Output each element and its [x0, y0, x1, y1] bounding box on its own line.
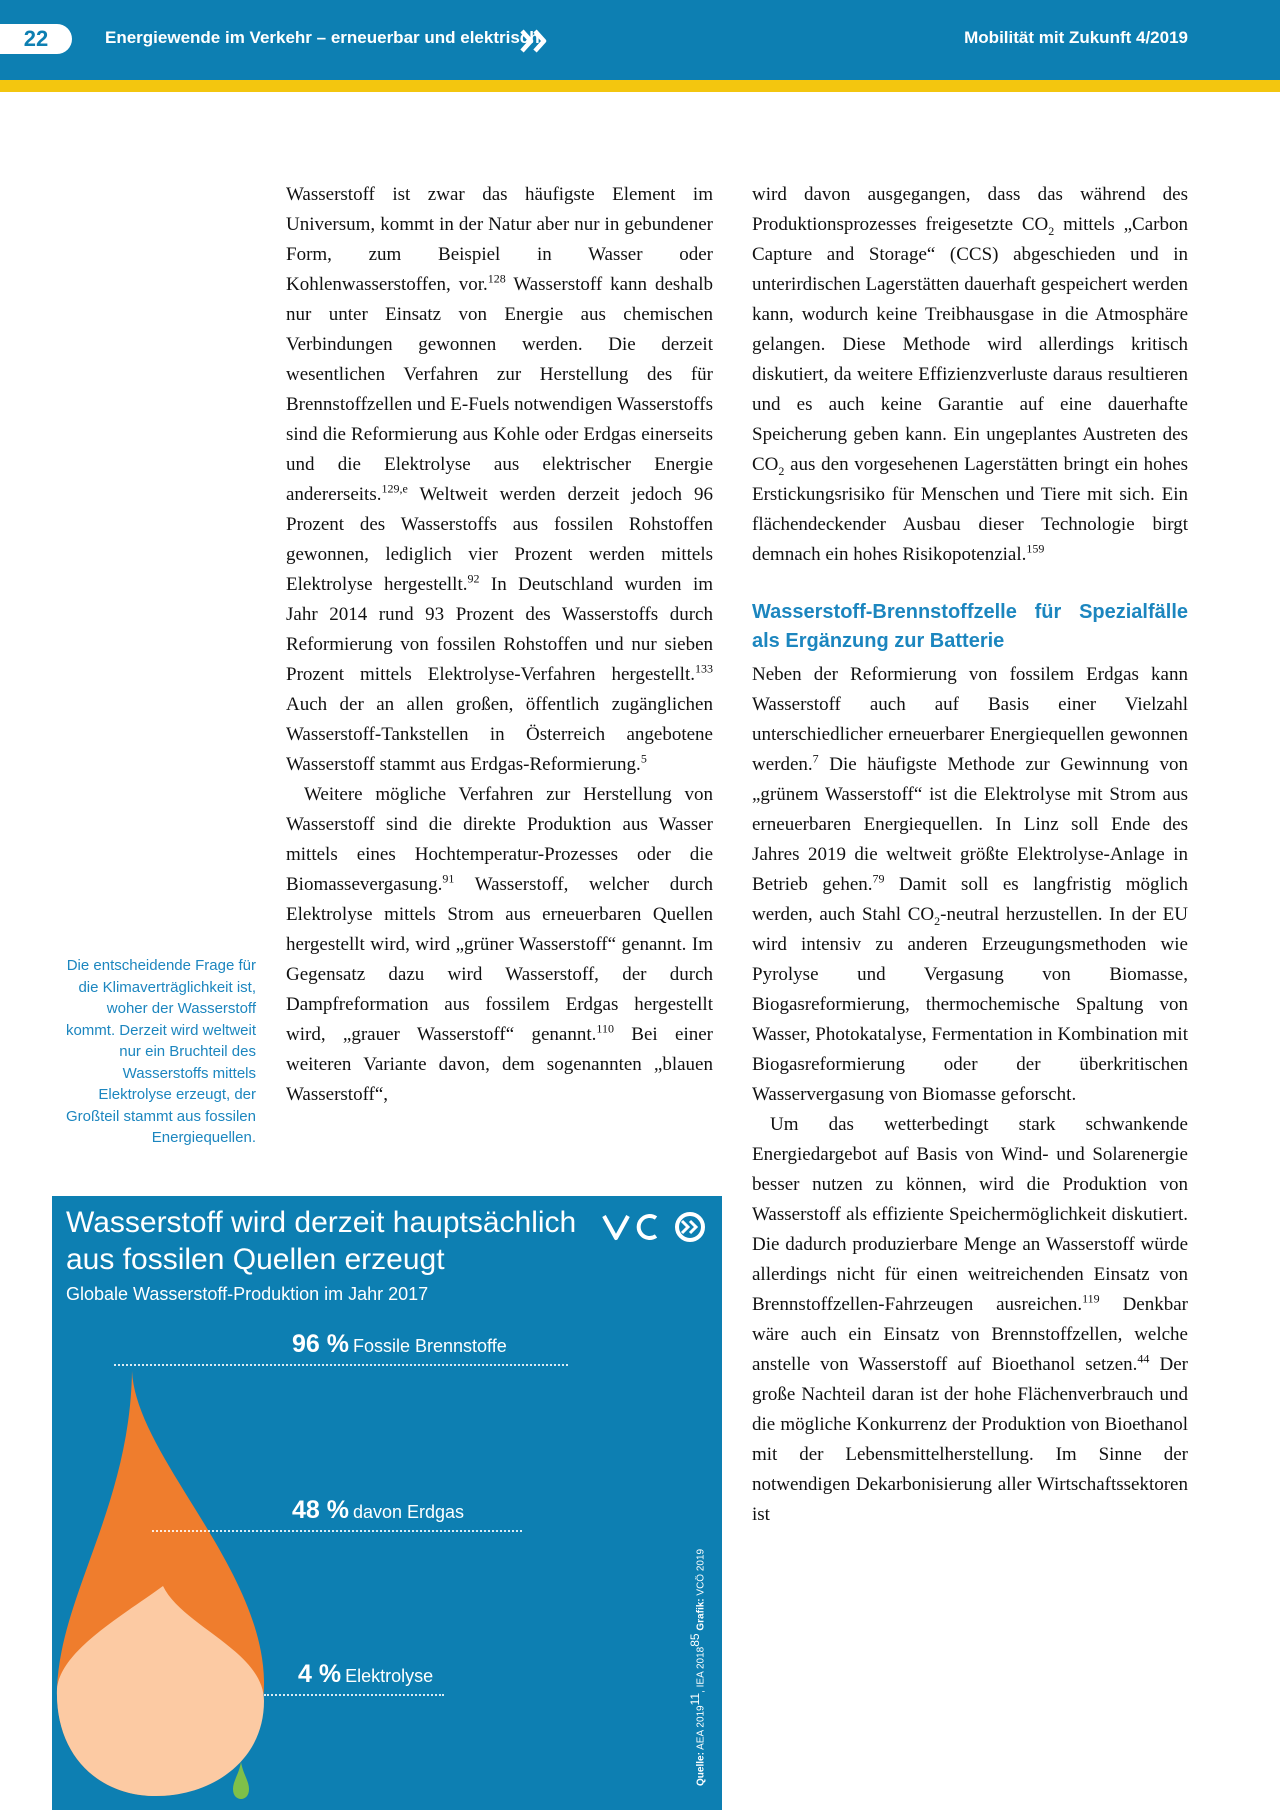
- infographic-subtitle: Globale Wasserstoff-Produktion im Jahr 2017: [66, 1284, 429, 1304]
- paragraph: Wasserstoff ist zwar das häufigste Element im Universum, kommt in der Natur aber nur in gebundener Form, zum Beispiel in Wasser oder Kohlenwasserstoffen, vor.$^{128}$ Wasserstoff kann deshalb nur unter Einsatz von Energie aus chemischen Verbindungen gewonnen werden. Die derzeit wesentlichen Verfahren zur Herstellung des für Brennstoffzellen und E-Fuels notwendigen Wasserstoffs sind die Reformierung aus Kohle oder Erdgas einerseits und die Elektrolyse aus elektrischer Energie andererseits.$^{129,e}$ Weltweit werden derzeit jedoch 96 Prozent des Wasserstoffs aus fossilen Rohstoffen gewonnen, lediglich vier Prozent werden mittels Elektrolyse hergestellt.$^{92}$ In Deutschland wurden im Jahr 2014 rund 93 Prozent des Wasserstoffs durch Reformierung von fossilen Rohstoffen und nur sieben Prozent mittels Elektrolyse-Verfahren hergestellt.$^{133}$ Auch der an allen großen, öffentlich zugänglichen Wasserstoff-Tankstellen in Österreich angebotene Wasserstoff stammt aus Erdgas-Reformierung.$^5$: [286, 184, 714, 775]
- publication-title: Mobilität mit Zukunft 4/2019: [964, 28, 1188, 47]
- article-column-middle: [286, 180, 713, 1110]
- header-stripe: [0, 80, 1280, 92]
- label-erdgas: 48 % davon Erdgas: [292, 1496, 465, 1524]
- paragraph: Weitere mögliche Verfahren zur Herstellung von Wasserstoff sind die direkte Produktion aus Wasser mittels eines Hochtemperatur-Prozesses oder die Biomassevergasung.$^{91}$ Wasserstoff, welcher durch Elektrolyse mittels Strom aus erneuerbaren Quellen hergestellt wird, wird „grüner Wasserstoff“ genannt. Im Gegensatz dazu wird Wasserstoff, der durch Dampfreformation aus fossilem Erdgas hergestellt wird, „grauer Wasserstoff“ genannt.$^{110}$ Bei einer weiteren Variante davon, dem sogenannten „blauen Wasserstoff“,: [286, 784, 713, 1105]
- leader-line-fossil: [114, 1364, 568, 1366]
- section-title: Energiewende im Verkehr – erneuerbar und elektrisch: [105, 28, 540, 47]
- paragraph: Neben der Reformierung von fossilem Erdgas kann Wasserstoff auch auf Basis einer Vielzahl unterschiedlicher erneuerbarer Energiequellen gewonnen werden.$^7$ Die häufigste Methode zur Gewinnung von „grünem Wasserstoff“ ist die Elektrolyse mit Strom aus erneuerbaren Energiequellen. In Linz soll Ende des Jahres 2019 die weltweit größte Elektrolyse-Anlage in Betrieb gehen.$^{79}$ Damit soll es langfristig möglich werden, auch Stahl $CO_2$-neutral herzustellen. In der EU wird intensiv zu anderen Erzeugungsmethoden wie Pyrolyse und Vergasung von Biomasse, Biogasreformierung, thermochemische Spaltung von Wasser, Photokatalyse, Fermentation in Kombination mit Biogasreformierung oder der überkritischen Wasservergasung von Biomasse geforscht.: [752, 664, 1188, 1105]
- article-column-right: [752, 180, 1188, 1530]
- label-elektrolyse: 4 % Elektrolyse: [298, 1660, 434, 1688]
- double-chevron-icon: [520, 28, 554, 54]
- flame-elektrolyse: [233, 1762, 249, 1799]
- paragraph: Um das wetterbedingt stark schwankende Energiedargebot auf Basis von Wind- und Solarenergie besser nutzen zu können, wird die Produktion von Wasserstoff als effiziente Speichermöglichkeit diskutiert. Die dadurch produzierbare Menge an Wasserstoff würde allerdings nicht für einen weitreichenden Einsatz von Brennstoffzellen-Fahrzeugen ausreichen.$^{119}$ Denkbar wäre auch ein Einsatz von Brennstoffzellen, welche anstelle von Wasserstoff auf Bioethanol setzen.$^{44}$ Der große Nachteil daran ist der hohe Flächenverbrauch und die mögliche Konkurrenz der Produktion von Bioethanol mit der Lebensmittelherstellung. Im Sinne der notwendigen Dekarbonisierung aller Wirtschaftssektoren ist: [752, 1114, 1189, 1525]
- infographic-title: Wasserstoff wird derzeit hauptsächlich aus fossilen Quellen erzeugt: [66, 1206, 577, 1276]
- paragraph: wird davon ausgegangen, dass das während des Produktionsprozesses freigesetzte $CO_2$ mittels „Carbon Capture and Storage“ (CCS) abgeschieden und in unterirdischen Lagerstätten dauerhaft gespeichert werden kann, wodurch keine Treibhausgase in die Atmosphäre gelangen. Diese Methode wird allerdings kritisch diskutiert, da weitere Effizienzverluste daraus resultieren und es auch keine Garantie auf eine dauerhafte Speicherung geben kann. Ein ungeplantes Austreten des $CO_2$ aus den vorgesehenen Lagerstätten bringt ein hohes Erstickungsrisiko für Menschen und Tiere mit sich. Ein flächendeckender Ausbau dieser Technologie birgt demnach ein hohes Risikopotenzial.$^{159}$: [752, 184, 1188, 565]
- source-credit: Quelle: AEA 201911, IEA 201885 Grafik: VCÖ 2019: [688, 1548, 707, 1786]
- leader-line-erdgas: [152, 1530, 522, 1532]
- leader-line-elektrolyse: [264, 1694, 444, 1696]
- side-note: Die entscheidende Frage für die Klimaverträglichkeit ist, woher der Wasserstoff kommt. Derzeit wird weltweit nur ein Bruchteil des Wasserstoffs mittels Elektrolyse erzeugt, der Großteil stammt aus fossilen Energiequellen.: [65, 957, 256, 1146]
- infographic: [52, 1196, 722, 1810]
- section-heading: Wasserstoff-Brennstoffzelle für Spezialfälle als Ergänzung zur Batterie: [752, 601, 1188, 652]
- label-fossil: 96 % Fossile Brennstoffe: [292, 1330, 507, 1358]
- page-number: 22: [0, 24, 72, 54]
